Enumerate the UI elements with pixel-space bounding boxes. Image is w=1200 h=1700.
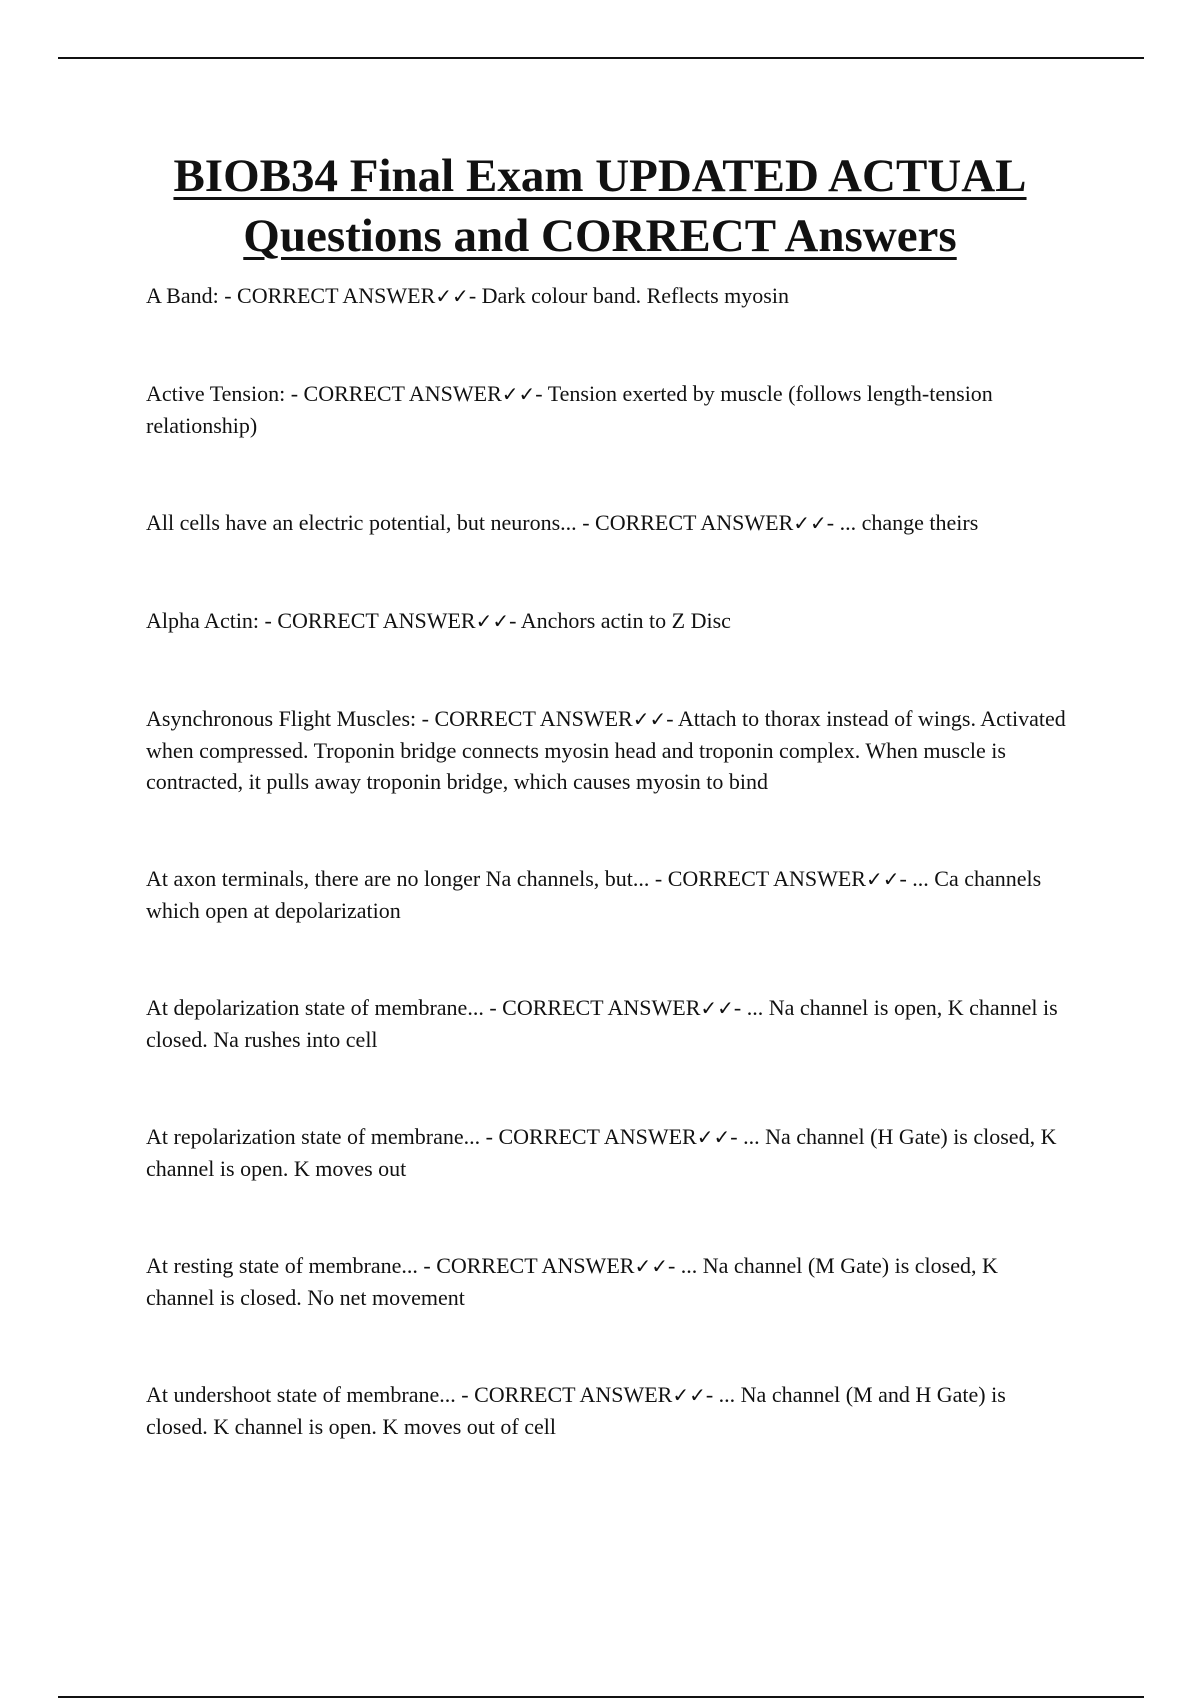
separator: -	[468, 283, 482, 308]
check-icon: ✓✓	[865, 867, 900, 891]
qa-entry-a-band	[146, 280, 1066, 312]
answer: ... Ca channels which open at depolarization	[146, 866, 1042, 923]
separator: -	[705, 1382, 719, 1407]
term: Active Tension:	[146, 381, 286, 406]
term: A Band:	[146, 283, 219, 308]
answer-marker: - CORRECT ANSWER	[416, 706, 633, 731]
answer: ... change theirs	[839, 510, 979, 535]
answer-marker: - CORRECT ANSWER	[649, 866, 866, 891]
term: Alpha Actin:	[146, 608, 260, 633]
answer: Tension exerted by muscle (follows length-tension relationship)	[146, 381, 993, 438]
check-icon: ✓✓	[501, 382, 536, 406]
answer: Dark colour band. Reflects myosin	[481, 283, 789, 308]
qa-entry-neurons-potential	[146, 507, 1066, 539]
answer-marker: - CORRECT ANSWER	[218, 283, 436, 308]
answer-marker: - CORRECT ANSWER	[483, 995, 701, 1020]
answer: Attach to thorax instead of wings. Activated when compressed. Troponin bridge connects myosin head and troponin complex. When muscle is contracted, it pulls away troponin bridge, which causes myosin to bind	[146, 706, 1066, 794]
term: At undershoot state of membrane...	[146, 1382, 456, 1407]
check-icon: ✓✓	[435, 284, 469, 308]
answer: ... Na channel is open, K channel is closed. Na rushes into cell	[146, 995, 1058, 1052]
check-icon: ✓✓	[793, 511, 827, 535]
answer-marker: - CORRECT ANSWER	[480, 1124, 697, 1149]
answer-marker: - CORRECT ANSWER	[455, 1382, 673, 1407]
check-icon: ✓✓	[634, 1254, 668, 1278]
separator: -	[733, 995, 747, 1020]
term: At depolarization state of membrane...	[146, 995, 484, 1020]
qa-entry-resting-state	[146, 1250, 1066, 1313]
separator: -	[730, 1124, 744, 1149]
term: Asynchronous Flight Muscles:	[146, 706, 417, 731]
separator: -	[667, 1253, 681, 1278]
check-icon: ✓✓	[632, 707, 667, 731]
answer-marker: - CORRECT ANSWER	[417, 1253, 635, 1278]
separator: -	[826, 510, 840, 535]
bottom-rule	[58, 1696, 1144, 1698]
check-icon: ✓✓	[475, 609, 510, 633]
separator: -	[666, 706, 678, 731]
term: At repolarization state of membrane...	[146, 1124, 481, 1149]
title-line-1: BIOB34 Final Exam UPDATED ACTUAL	[173, 150, 1027, 202]
separator: -	[535, 381, 548, 406]
qa-entry-axon-terminals	[146, 863, 1066, 926]
qa-list	[146, 280, 1066, 1442]
check-icon: ✓✓	[672, 1383, 706, 1407]
check-icon: ✓✓	[700, 996, 734, 1020]
qa-entry-undershoot	[146, 1379, 1066, 1442]
separator: -	[899, 866, 913, 891]
qa-entry-repolarization	[146, 1121, 1066, 1184]
document-title	[100, 146, 1100, 266]
answer: Anchors actin to Z Disc	[520, 608, 731, 633]
term: All cells have an electric potential, but neurons...	[146, 510, 577, 535]
top-rule	[58, 57, 1144, 59]
qa-entry-asynchronous-flight-muscles	[146, 703, 1066, 797]
qa-entry-depolarization	[146, 992, 1066, 1055]
answer-marker: - CORRECT ANSWER	[259, 608, 476, 633]
qa-entry-active-tension	[146, 378, 1066, 441]
answer: ... Na channel (H Gate) is closed, K channel is open. K moves out	[146, 1124, 1057, 1181]
title-line-2: Questions and CORRECT Answers	[243, 210, 957, 262]
answer-marker: - CORRECT ANSWER	[285, 381, 502, 406]
check-icon: ✓✓	[696, 1125, 731, 1149]
term: At axon terminals, there are no longer Na channels, but...	[146, 866, 650, 891]
answer-marker: - CORRECT ANSWER	[576, 510, 794, 535]
term: At resting state of membrane...	[146, 1253, 418, 1278]
qa-entry-alpha-actin	[146, 605, 1066, 637]
separator: -	[509, 608, 521, 633]
answer: ... Na channel (M Gate) is closed, K channel is closed. No net movement	[146, 1253, 998, 1310]
answer: ... Na channel (M and H Gate) is closed. K channel is open. K moves out of cell	[146, 1382, 1006, 1439]
